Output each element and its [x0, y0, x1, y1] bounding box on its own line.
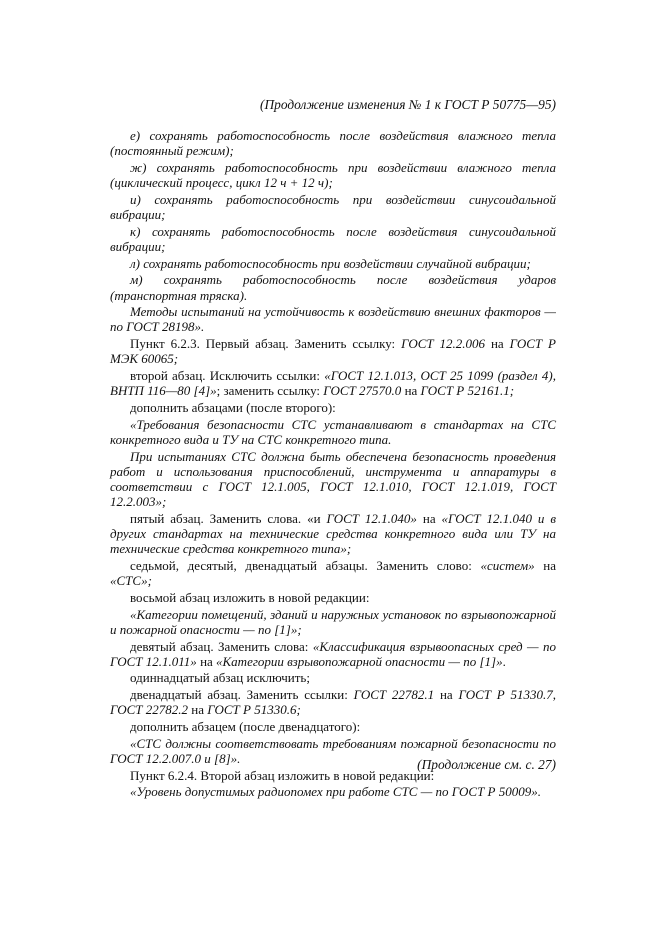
clause-6-2-3-second: [110, 368, 556, 398]
standard-ref: ГОСТ 22782.1: [353, 687, 435, 703]
eighth-paragraph-instruction: восьмой абзац изложить в новой редакции:: [130, 589, 370, 605]
item-l: л) сохранять работоспособность при воздействии случайной вибрации;: [130, 255, 531, 271]
quoted-word: «систем»: [480, 557, 535, 573]
text-run: на: [196, 653, 217, 669]
document-body: [110, 128, 556, 801]
safety-requirements-paragraph: «Требования безопасности СТС устанавливают в стандартах на СТС конкретного вида и ТУ на СТС конкретного типа.: [110, 416, 556, 447]
methods-paragraph: Методы испытаний на устойчивость к воздействию внешних факторов — по ГОСТ 28198».: [110, 304, 556, 335]
replacement-text: «ГОСТ 12.1.040 и в других стандартах на технические средства конкретного вида или ТУ на технические средства конкретного типа»;: [110, 510, 557, 557]
page-footer: (Продолжение см. с. 27): [417, 757, 556, 772]
standard-ref: ГОСТ Р 51330.7, ГОСТ 22782.2: [110, 687, 556, 718]
standard-ref: ГОСТ 12.2.006: [401, 336, 486, 352]
item-m: м) сохранять работоспособность после воздействия ударов (транспортная тряска).: [110, 272, 556, 303]
ninth-paragraph-instruction: [110, 639, 556, 669]
add-paragraph-instruction: дополнить абзацем (после двенадцатого):: [130, 719, 361, 735]
text-run: на: [401, 383, 421, 399]
quoted-word: «СТС»;: [110, 573, 152, 589]
item-i: и) сохранять работоспособность при воздействии синусоидальной вибрации;: [110, 191, 556, 223]
fifth-paragraph-instruction: [110, 511, 556, 557]
text-run: на: [188, 702, 208, 718]
text-run: на: [434, 687, 459, 703]
add-paragraphs-instruction: дополнить абзацами (после второго):: [130, 399, 336, 415]
text-run: на: [534, 557, 556, 573]
text-run: девятый абзац. Заменить слова:: [130, 638, 313, 654]
categories-paragraph: «Категории помещений, зданий и наружных установок по взрывопожарной и пожарной опасности — по [1]»;: [110, 606, 556, 637]
text-run: двенадцатый абзац. Заменить ссылки:: [130, 687, 354, 703]
standard-ref: ГОСТ Р 51330.6;: [207, 702, 301, 718]
testing-safety-paragraph: При испытаниях СТС должна быть обеспечена безопасность проведения работ и использования приспособлений, инструмента и аппаратуры в соответствии с ГОСТ 12.1.005, ГОСТ 12.1.010, ГОСТ 12.1.019, ГОСТ 12.2.003»;: [110, 448, 556, 510]
seventh-paragraph-instruction: [110, 558, 556, 588]
quoted-text: «Категории взрывопожарной опасности — по [1]»: [216, 653, 503, 669]
standard-ref: ГОСТ 27570.0: [323, 383, 402, 399]
standard-ref: ГОСТ 12.1.040»: [326, 510, 417, 526]
item-k: к) сохранять работоспособность после воздействия синусоидальной вибрации;: [110, 223, 556, 254]
item-e: е) сохранять работоспособность после воздействия влажного тепла (постоянный режим);: [110, 128, 556, 159]
page-header: (Продолжение изменения № 1 к ГОСТ Р 50775—95): [260, 97, 556, 112]
text-run: на: [416, 510, 442, 526]
standard-ref: ГОСТ Р МЭК 60065;: [110, 336, 556, 367]
text-run: на: [485, 336, 510, 352]
item-zh: ж) сохранять работоспособность при воздействии влажного тепла (циклический процесс, цикл 12 ч + 12 ч);: [110, 159, 556, 191]
text-run: ; заменить ссылку:: [216, 383, 324, 399]
text-run: второй абзац. Исключить ссылки:: [130, 368, 325, 384]
eleventh-paragraph-instruction: одиннадцатый абзац исключить;: [130, 670, 310, 686]
text-run: седьмой, десятый, двенадцатый абзацы. Заменить слово:: [130, 557, 481, 573]
standard-ref: ГОСТ Р 52161.1;: [420, 383, 515, 399]
text-run: Пункт 6.2.3. Первый абзац. Заменить ссылку:: [130, 336, 402, 352]
fire-safety-paragraph: «СТС должны соответствовать требованиям пожарной безопасности по ГОСТ 12.2.007.0 и [8]».: [110, 735, 556, 766]
standard-ref: «ГОСТ 12.1.013, ОСТ 25 1099 (раздел 4), ВНТП 116—80 [4]»: [110, 368, 556, 399]
clause-6-2-4-title: Пункт 6.2.4. Второй абзац изложить в новой редакции:: [130, 767, 435, 783]
clause-6-2-3-first: [110, 336, 556, 366]
radio-interference-paragraph: «Уровень допустимых радиопомех при работе СТС — по ГОСТ Р 50009».: [130, 784, 541, 800]
text-run: .: [502, 653, 506, 669]
text-run: пятый абзац. Заменить слова. «и: [130, 510, 327, 526]
twelfth-paragraph-instruction: [110, 687, 556, 717]
quoted-text: «Классификация взрывоопасных сред — по ГОСТ 12.1.011»: [110, 638, 557, 669]
